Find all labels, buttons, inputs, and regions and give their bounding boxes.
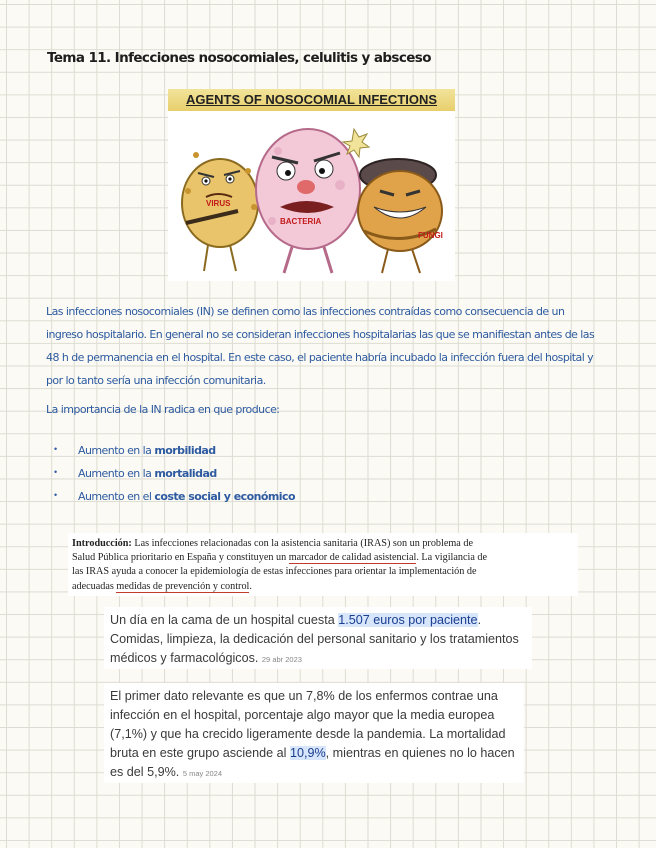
bullet-emphasis: mortalidad [154,467,217,480]
excerpt-text: Salud Pública prioritario en España y constituyen un [72,552,289,564]
intro-line: ingreso hospitalario. En general no se consideran infecciones hospitalarias las que se manifiestan antes de las [46,328,595,341]
bullet-dot-icon: • [54,444,58,454]
bullet-emphasis: coste social y económico [154,490,295,503]
snippet-text: es del 5,9%. [110,765,180,779]
bullet-prefix: Aumento en el [78,490,155,503]
excerpt-line: las IRAS ayuda a conocer la epidemiología de estas infecciones para orientar la implementación de [72,566,477,578]
excerpt-line [72,537,578,551]
list-item [54,461,295,484]
excerpt-text: . La vigilancia de [416,552,488,564]
bullet-dot-icon: • [54,467,58,477]
intro-line: por lo tanto sería una infección comunitaria. [46,374,266,387]
snippet-text: bruta en este grupo asciende al [110,746,290,760]
excerpt-text: adecuadas [72,580,117,592]
consequences-list [54,438,295,507]
snippet-date: 29 abr 2023 [261,655,302,664]
bullet-prefix: Aumento en la [78,467,155,480]
snippet-line [110,649,526,669]
snippet-line: (7,1%) y que ha crecido ligeramente desde la pandemia. La mortalidad [110,727,506,741]
snippet-text: Un día en la cama de un hospital cuesta [110,613,339,627]
snippet-date: 5 may 2024 [182,769,223,778]
bacteria-character [256,129,369,273]
hospital-cost-snippet [104,607,532,669]
underlined-phrase: medidas de prevención y control [116,580,250,592]
list-item [54,438,295,461]
bullet-prefix: Aumento en la [78,444,155,457]
snippet-line [110,611,526,630]
intro-line: 48 h de permanencia en el hospital. En este caso, el paciente habría incubado la infección fuera del hospital y [46,351,594,364]
bacteria-label: BACTERIA [280,217,322,226]
fungi-character [358,159,442,273]
snippet-text: . [477,613,482,627]
excerpt-line [72,580,578,594]
infection-rate-snippet [104,683,524,783]
list-item [54,484,295,507]
snippet-line [110,744,518,763]
snippet-text: médicos y farmacológicos. [110,651,259,665]
bullet-emphasis: morbilidad [154,444,216,457]
virus-label: VIRUS [206,199,231,208]
germs-cartoon [168,111,455,281]
snippet-line: Comidas, limpieza, la dedicación del personal sanitario y los tratamientos [110,632,519,646]
importance-heading: La importancia de la IN radica en que produce: [46,403,280,416]
iras-excerpt [68,533,578,596]
excerpt-label: Introducción: [72,538,132,549]
nosocomial-agents-illustration [168,89,455,281]
snippet-line: infección en el hospital, porcentaje algo mayor que la media europea [110,708,495,722]
virus-character [182,152,258,271]
fungi-label: FUNGI [418,231,443,240]
snippet-line [110,763,518,783]
bullet-dot-icon: • [54,490,58,500]
intro-paragraph [46,300,616,392]
illustration-cartoon [168,111,455,281]
snippet-line: El primer dato relevante es que un 7,8% de los enfermos contrae una [110,689,498,703]
snippet-text: , mientras en quienes no lo hacen [325,746,515,760]
highlighted-phrase: 1.507 euros por paciente [338,613,478,627]
highlighted-phrase: 10,9% [289,746,326,760]
illustration-title: AGENTS OF NOSOCOMIAL INFECTIONS [185,92,438,107]
underlined-phrase: marcador de calidad asistencial [288,552,417,564]
page-title: Tema 11. Infecciones nosocomiales, celulitis y absceso [47,50,431,66]
excerpt-line [72,551,578,565]
intro-line: Las infecciones nosocomiales (IN) se definen como las infecciones contraídas como consecuencia de un [46,305,565,318]
excerpt-text: . [249,580,252,592]
excerpt-text: Las infecciones relacionadas con la asistencia sanitaria (IRAS) son un problema de [131,538,473,549]
